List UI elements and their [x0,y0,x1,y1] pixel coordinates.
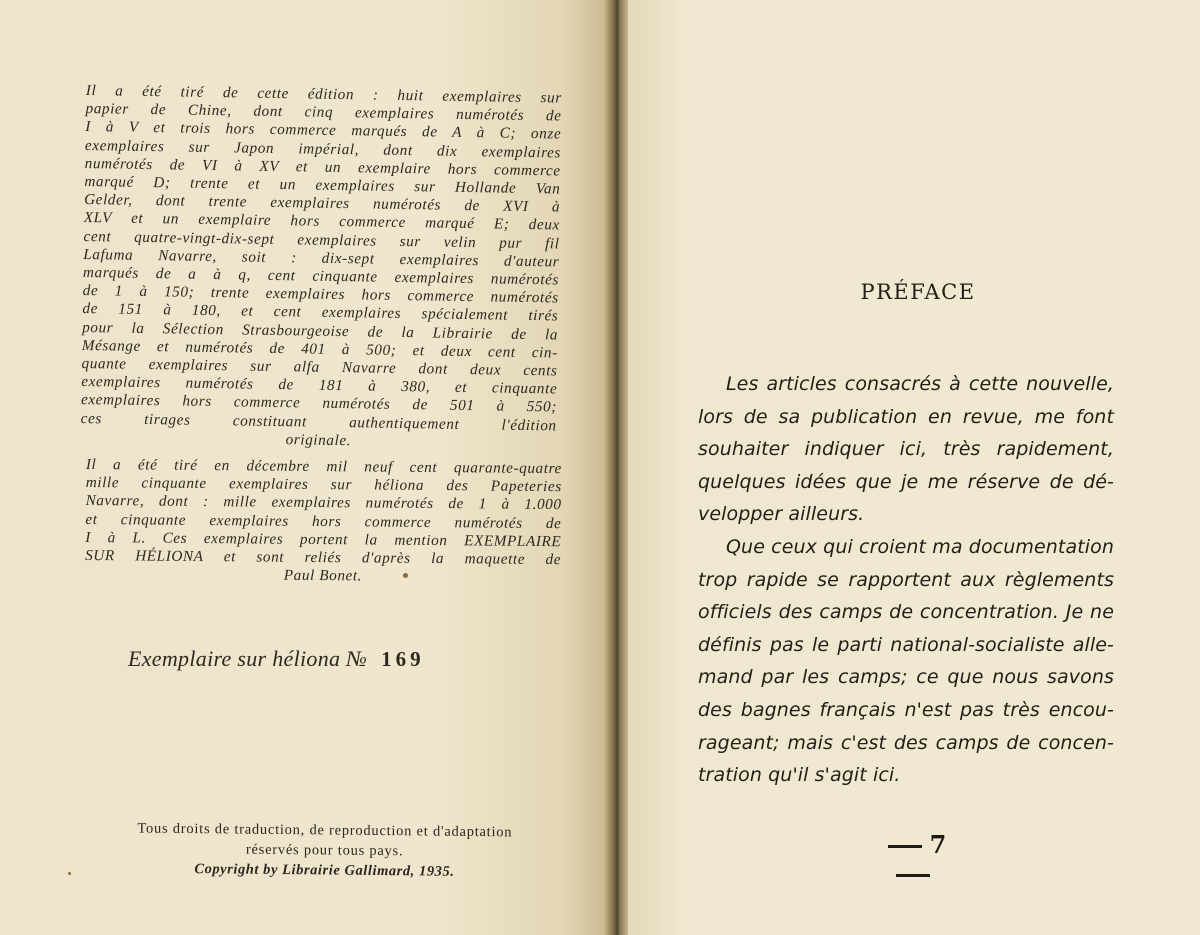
copy-label: Exemplaire sur héliona № [128,646,368,671]
colophon-line: papier de Chine, dont cinq exemplaires numérotés de [85,100,562,125]
colophon-line: quante exemplaires sur alfa Navarre dont deux cents [81,355,558,380]
dash-right [896,874,930,877]
dash-left [888,845,922,848]
colophon-line: exemplaires sur Japon impérial, dont dix exemplaires [84,136,562,162]
colophon-line: marqué D; trente et un exemplaires sur Hollande Van [84,173,561,198]
preface-line: rageant; mais c'est des camps de concen- [698,731,1114,754]
colophon-line: Lafuma Navarre, soit : dix-sept exemplaires d'auteur [83,245,560,271]
page-number [858,830,968,888]
colophon-line: numérotés de VI à XV et un exemplaire hors commerce [84,154,561,180]
right-page [628,0,1200,935]
copy-number-line [128,646,425,672]
colophon-line: SUR HÉLIONA et sont reliés d'après la maquette de [85,547,562,569]
preface-line: velopper ailleurs. [698,503,865,526]
preface-text [698,368,1114,792]
preface-line: mand par les camps; ce que nous savons [698,666,1114,689]
colophon-line: et cinquante exemplaires hors commerce numérotés de [85,510,562,532]
colophon-line: originale. [285,431,352,450]
colophon-paragraph-1 [80,82,562,453]
preface-line: Les articles consacrés à cette nouvelle, [726,373,1114,395]
rights-notice [91,818,558,883]
ink-speck [68,872,71,875]
colophon-line: Navarre, dont : mille exemplaires numérotés de 1 à 1.000 [85,492,562,514]
page-title: PRÉFACE [860,280,976,304]
colophon-line: Mésange et numérotés de 401 à 500; et deux cent cin- [81,336,558,362]
colophon-line: de 1 à 150; trente exemplaires hors commerce numérotés [82,282,559,307]
preface-line: lors de sa publication en revue, me font [698,405,1114,428]
copy-number: 169 [381,647,425,671]
colophon-line: Il a été tiré en décembre mil neuf cent quarante-quatre [85,456,562,478]
colophon-line: XLV et un exemplaire hors commerce marqué E; deux [83,209,560,234]
book-gutter [604,0,630,935]
colophon-line: Il a été tiré de cette édition : huit exemplaires sur [85,82,562,107]
rights-line: réservés pour tous pays. [245,841,404,860]
colophon-line: Paul Bonet. [283,566,363,585]
preface-line: des bagnes français n'est pas très encou- [698,698,1114,721]
colophon-line: I à L. Ces exemplaires portent la mention EXEMPLAIRE [85,528,562,550]
preface-line: trop rapide se rapportent aux règlements [698,568,1114,591]
colophon-line: exemplaires numérotés de 181 à 380, et cinquante [81,373,558,398]
preface-line: souhaiter indiquer ici, très rapidement, [698,438,1114,461]
colophon-paragraph-2 [85,456,562,588]
preface-line: tration qu'il s'agit ici. [698,764,901,787]
colophon-line: exemplaires hors commerce numérotés de 501 à 550; [80,391,558,416]
colophon-line: ces tirages constituant authentiquement l'édition [80,409,557,435]
colophon-line: mille cinquante exemplaires sur héliona des Papeteries [85,474,562,496]
ink-speck [403,573,408,578]
preface-line: officiels des camps de concentration. Je ne [698,601,1114,624]
page-number-value: 7 [929,830,947,859]
copyright-line: Copyright by Librairie Gallimard, 1935. [194,861,455,880]
colophon-line: I à V et trois hors commerce marqués de A à C; onze [85,118,562,143]
colophon-line: cent quatre-vingt-dix-sept exemplaires sur velin pur fil [83,227,560,253]
colophon-line: marqués de a à q, cent cinquante exemplaires numérotés [82,264,560,289]
rights-line: Tous droits de traduction, de reproduction et d'adaptation [137,820,513,841]
preface-line: Que ceux qui croient ma documentation [726,535,1114,558]
preface-line: définis pas le parti national-socialiste alle- [698,633,1114,656]
colophon-line: de 151 à 180, et cent exemplaires spécialement tirés [82,300,559,325]
colophon-line: pour la Sélection Strasbourgeoise de la Librairie de la [82,318,559,344]
preface-line: quelques idées que je me réserve de dé- [698,470,1114,493]
colophon-line: Gelder, dont trente exemplaires numérotés de XVI à [84,191,561,216]
